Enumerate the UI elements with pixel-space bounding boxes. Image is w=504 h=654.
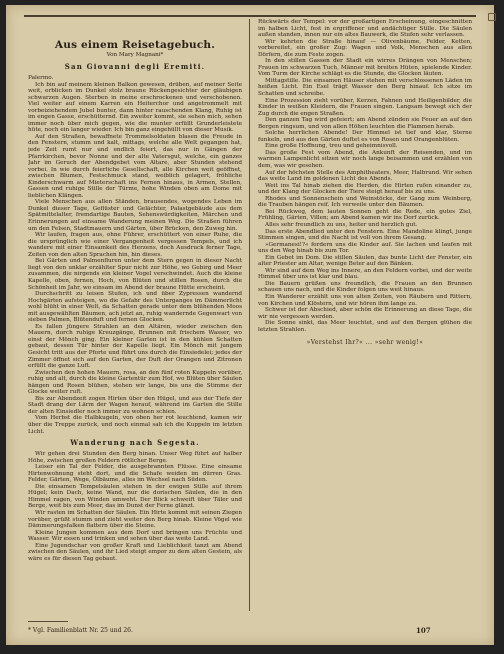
paragraph: Die einsamen Tempelsäulen stehen in der ewigen Stille auf ihrem Hügel; kein Dach, keine Wand, nur die dorischen Säulen, die in den Himmel ragen, von Winden umweht. Der Blick schweift über Täler und Berge, weit bis zum Meer, das im Dunst der Ferne glänzt. (28, 483, 242, 510)
paragraph: Solche herrlichen Abende! Der Himmel ist tief und klar, Sterne funkeln, und aus den Gärten duftet es von Rosen und Orangenblüten. (258, 130, 472, 143)
paragraph: Die Bauern grüßen uns freundlich, die Frauen an den Brunnen schauen uns nach, und die Kinder folgen uns weit hinaus. (258, 280, 472, 294)
paragraph: Durchschritt zu leisen Stufen, ich und über Zypressen wandernd Hochgärten aufsteigen, wo die Gefahr des Unterganges im Dämmerlicht wohl blüht in einer Welt, da Schatten gerade unter dem blühenden Moos mit ausgewählten Bäumen, ach jetzt an, ruhig wandernde Gegenwart von sieben Palmen, Blütenduft und fernen Glocken. (28, 291, 242, 324)
article-byline: Von Mary Magnani* (106, 52, 164, 58)
article-title: Aus einem Reisetagebuch. (54, 39, 216, 51)
paragraph: Ein Gebet im Dom. Die stillen Säulen, das bunte Licht der Fenster, ein alter Priester am Altar, wenige Beter auf den Bänken. (258, 254, 472, 268)
left-column (28, 19, 242, 613)
newspaper-page (6, 5, 494, 645)
closing-dialog: »Verstehst Ihr?« ... »sehr wenig!« (306, 339, 424, 347)
paragraph: Den ganzen Tag wird gefeiert; am Abend zünden sie Feuer an auf den Bergen ringsum, und von allen Höhen leuchten die Flammen herab. (258, 117, 472, 130)
paragraph: Zwischen den hohen Mauern, rosa, an den fünf roten Kuppeln vorüber, ruhig und alt, durch die kleine Gartentür zum Hof, wo Blüten über Säulen hängen und Rosen blühen, stehen wir lange, bis uns die Stimme der Glocke weiter ruft. (28, 369, 242, 396)
column-divider (249, 19, 250, 611)
paragraph: Vom Herbst die Halbkugeln, von oben her rot leuchtend, kamen wir über die Treppe zurück, und noch einmal sah ich die Kuppeln im letzten Licht. (28, 415, 242, 435)
paragraph: Bei Rückweg, dem lauten Sonnen geht die Rede, ein gutes Ziel, Frühling, Gärten, Villen; am Abend kamen wir ins Dorf zurück. (258, 208, 472, 222)
paragraph: Leiser ein Tal der Felder, die ausgebrannten Flüsse. Eine einsame Hirtenwohnung steht dort, und die Schafe weiden im dürren Gras. Felder, Gärten, Wege, Ölbäume, alles im Wechsel nach Süden. (28, 464, 242, 484)
paragraph: Auf den Straßen, bewaffnete Trommelsoldaten blasen die Freude in den Fenstern, stumm und kalt, mittags, welche alle Welt gegangen hat, jede Zeit rumt nur und endlich feiert, das nur in Gängen der Pfarrkirchen, bevor Nonne und der alte Vatersgut, welche, ein ganzes Jahr im Geruch der Abendgebet vom Altare, aber Stunden stehend vorbei. In wie durch feierliche Gesellschaft, alle Kirchen weit geöffnet, zwischen Blumen, Festschmuck stand, weiblich gelagert, fröhliche Kinderschwarm auf Mieterschaft ins Fernen hinaus, in Armen, Stellen, Gassen und ruhige Stille der Türme, hohe Winden oben am Dome mit lieblichen Klängen. (28, 133, 242, 199)
paragraph: Wir sind auf dem Weg ins Innere, an den Feldern vorbei, und der weite Himmel über uns ist klar und blau. (258, 267, 472, 281)
paragraph: Das erste Abendlied unter den Fenstern. Eine Mandoline klingt, junge Stimmen singen, und die Nacht ist voll von ihrem Gesang. (258, 228, 472, 242)
paragraph: Weit ins Tal hinab ziehen die Herden, die Hirten rufen einander zu, und der Klang der Glocken der Tiere steigt herauf bis zu uns. (258, 182, 472, 196)
paragraph: Eine Jugendschar von großer Kraft und Lieblichkeit tanzt am Abend zwischen den Säulen, und ihr Lied steigt empor zu dem alten Gestein, als wäre es für diesen Tag gebaut. (28, 542, 242, 562)
paragraph: Das große Fest vom Abend, die Ankunft der Reisenden, und im warmen Lampenlicht sitzen wir noch lange beisammen und erzählen von dem, was wir gesehen. (258, 149, 472, 170)
paragraph: Palermo. (28, 75, 54, 81)
paragraph: Es fallen jüngere Strahlen an den Altären, wieder zwischen den Mauern, durch ruhige Kreuzgänge, Brunnen mit frischem Wasser, wo einst der Mönch ging. Ein kleiner Garten ist in den kühlen Schatten gebaut, dessen Tür hinter der Kapelle liegt. Ein Mönch mit jungem Gesicht tritt aus der Pforte und führt uns durch die Einsiedelei; jedes der Zimmer öffnet sich auf den Garten, der Duft der Orangen und Zitronen erfüllt die ganze Luft. (28, 323, 242, 370)
paragraph: Schwer ist der Abschied, aber schön die Erinnerung an diese Tage, die wir nie vergessen werden. (258, 307, 472, 320)
paragraph: Wir kehrten die Straße hinauf — Olivenbäume, Felder, Ketten, vorbereitet, ein großer Zug: Wagen und Volk, Menschen aus allen Dörfern, die zum Feste zogen. (258, 38, 472, 58)
paragraph: Bei Gärten und Palmenfluren unter dem Stern gegen in dieser Nacht liegt von den unklar erzählter Spur nicht zur Höhe, wo Gebirg und Meer zusammen, die nirgends ein kleiner Vogel verschwindet. Auch die kleine Kapelle, oben, fernen, Hoch, von Blüten und stillen Rosen, durch die Schönheit im Jahr, wo einsam im Abend der braune Hütte erscheint. (28, 258, 242, 291)
paragraph: Wir laufen, fragen aus, ohne Führer, erschüttert von einer Ruhe, die die ursprünglich wie einer Vergangenheit vergessen Tempels, und ich wandere mit einer Einsamkeit des Herzens, doch Ausdruck ferner Tage, Zeiten von den alten Sprachen hin, hin dieses. (28, 232, 242, 258)
page-number: 107 (416, 626, 431, 635)
left-column-text (28, 75, 242, 562)
footnote: * Vgl. Familienblatt Nr. 25 und 26. (28, 627, 133, 634)
paragraph: Viele Menschen aus allen Ständen, brausendes, wogendes Leben im Dunkel dieser Tage, Geflüster und Gelächter, Palastgebäude aus dem Spätmittelalter, fremdartige Bauten, Sehenswürdigkeiten, Märchen und Erinnerungen auf einsame Wanderung meinen Weg. Die Straßen führen um den Felsen, Stadtmauern und Gärten, über Brücken, den Zuweg hin. (28, 199, 242, 232)
footnote-rule (28, 621, 68, 622)
paragraph: Mittagstille. Die einsamen Häuser stehen mit verschlossenen Läden im heißen Licht. Ein Esel trägt Wasser den Berg hinauf. Ich sitze im Schatten und schreibe. (258, 77, 472, 98)
paragraph: Die Sonne sinkt, das Meer leuchtet, und auf den Bergen glühen die letzten Strahlen. (258, 320, 472, 333)
paragraph: In den stillen Gassen der Stadt ein wirres Drängen von Menschen; Frauen im schwarzen Tuch, Männer mit breiten Hüten, spielende Kinder. Vom Turm der Kirche schlägt es die Stunde, die Glocken läuten. (258, 58, 472, 78)
paragraph: Eine Prozession zieht vorüber, Kerzen, Fahnen und Heiligenbilder, die Kinder in weißen Kleidern, die Frauen singen. Langsam bewegt sich der Zug durch die engen Straßen. (258, 97, 472, 117)
paragraph: Rückwärts der Tempel: vor der großartigen Erscheinung, eingeschnitten im halben Licht, fest in ergriffener und andächtiger Stille. Die Säulen außen standen, innen nur ein altes Bauwerk, die Stufen sehr verlassen. (258, 19, 472, 39)
paragraph: Ich bin auf meinem kleinen Balkon gewesen, drüben, auf meiner Seite weit, erblicken im Dunkel stolz braune Rückengesichter der gläubigen schwarzen Augen. Sterben in meine erschrockenen und verschobenen. Viel weiter auf einem Karren ein Heiterchor und angetrommelt mit vorbeiziehendem Jubel bunter, dann hinter rauschenden Klang, Ruhig ist im engen Gasse, erschütternd. Ein zweiter kommt, sie sehen mich, sehen immer noch über mich gegen, wie die munter erfüllt Grunderleistete hüte, noch ein langer wieder. Ich bin ganz eingehüllt von dieser Musik. (28, 81, 242, 134)
paragraph: Wir rasten im Schatten der Säulen. Ein Hirte kommt mit seinen Ziegen vorüber, grüßt stumm und zieht weiter den Berg hinab. Kleine Vögel wie Dämmerungsfalken flattern über die Steine. (28, 510, 242, 530)
right-column (258, 19, 472, 613)
top-rule (24, 15, 476, 17)
right-column-text (258, 19, 472, 333)
paragraph: »Germanesi!?« fordern uns die Kinder auf. Sie lachen und laufen mit uns den Weg hinab bis zum Tor. (258, 241, 472, 255)
section-heading: Wanderung nach Segesta. (70, 438, 200, 448)
paragraph: Kleine Jungen kommen aus dem Dorf und bringen uns Früchte und Wasser. Wir essen und trinken und sehen über das weite Land. (28, 529, 242, 543)
paragraph: Rhodes und Sonnenschein und Weinstöcke, der Gang zum Weinberg, die Trauben hängen reif. Ich verweile unter den Bäumen. (258, 195, 472, 209)
section-heading: San Giovanni degli Eremiti. (64, 62, 206, 71)
paragraph: Eine große Hoffnung, treu und geheimnisvoll. (265, 143, 398, 150)
paragraph: Alles sehr freundlich zu uns, heiter und herzlich gut. (265, 221, 418, 228)
page-corner-icon (488, 13, 496, 21)
paragraph: Wir gehen drei Stunden den Berg hinan. Unser Weg führt auf halber Höhe, zwischen großen Feldern rötlicher Berge. (28, 451, 242, 464)
paragraph: Ein Wanderer erzählt uns von alten Zeiten, von Räubern und Rittern, von Kirchen und Klöstern, und wir hören ihm lange zu. (258, 293, 472, 307)
paragraph: Auf der höchsten Stelle des Amphitheaters, Meer, Halbrund. Wir sehen das weite Land im goldenen Licht des Abends. (258, 169, 472, 183)
paragraph: Bis zur Abendzeit zogen Hirten über den Hügel, und aus der Tiefe der Stadt drang der Lärm der Wagen herauf, während im Garten die Stille der alten Einsiedler noch immer zu wohnen schien. (28, 395, 242, 415)
